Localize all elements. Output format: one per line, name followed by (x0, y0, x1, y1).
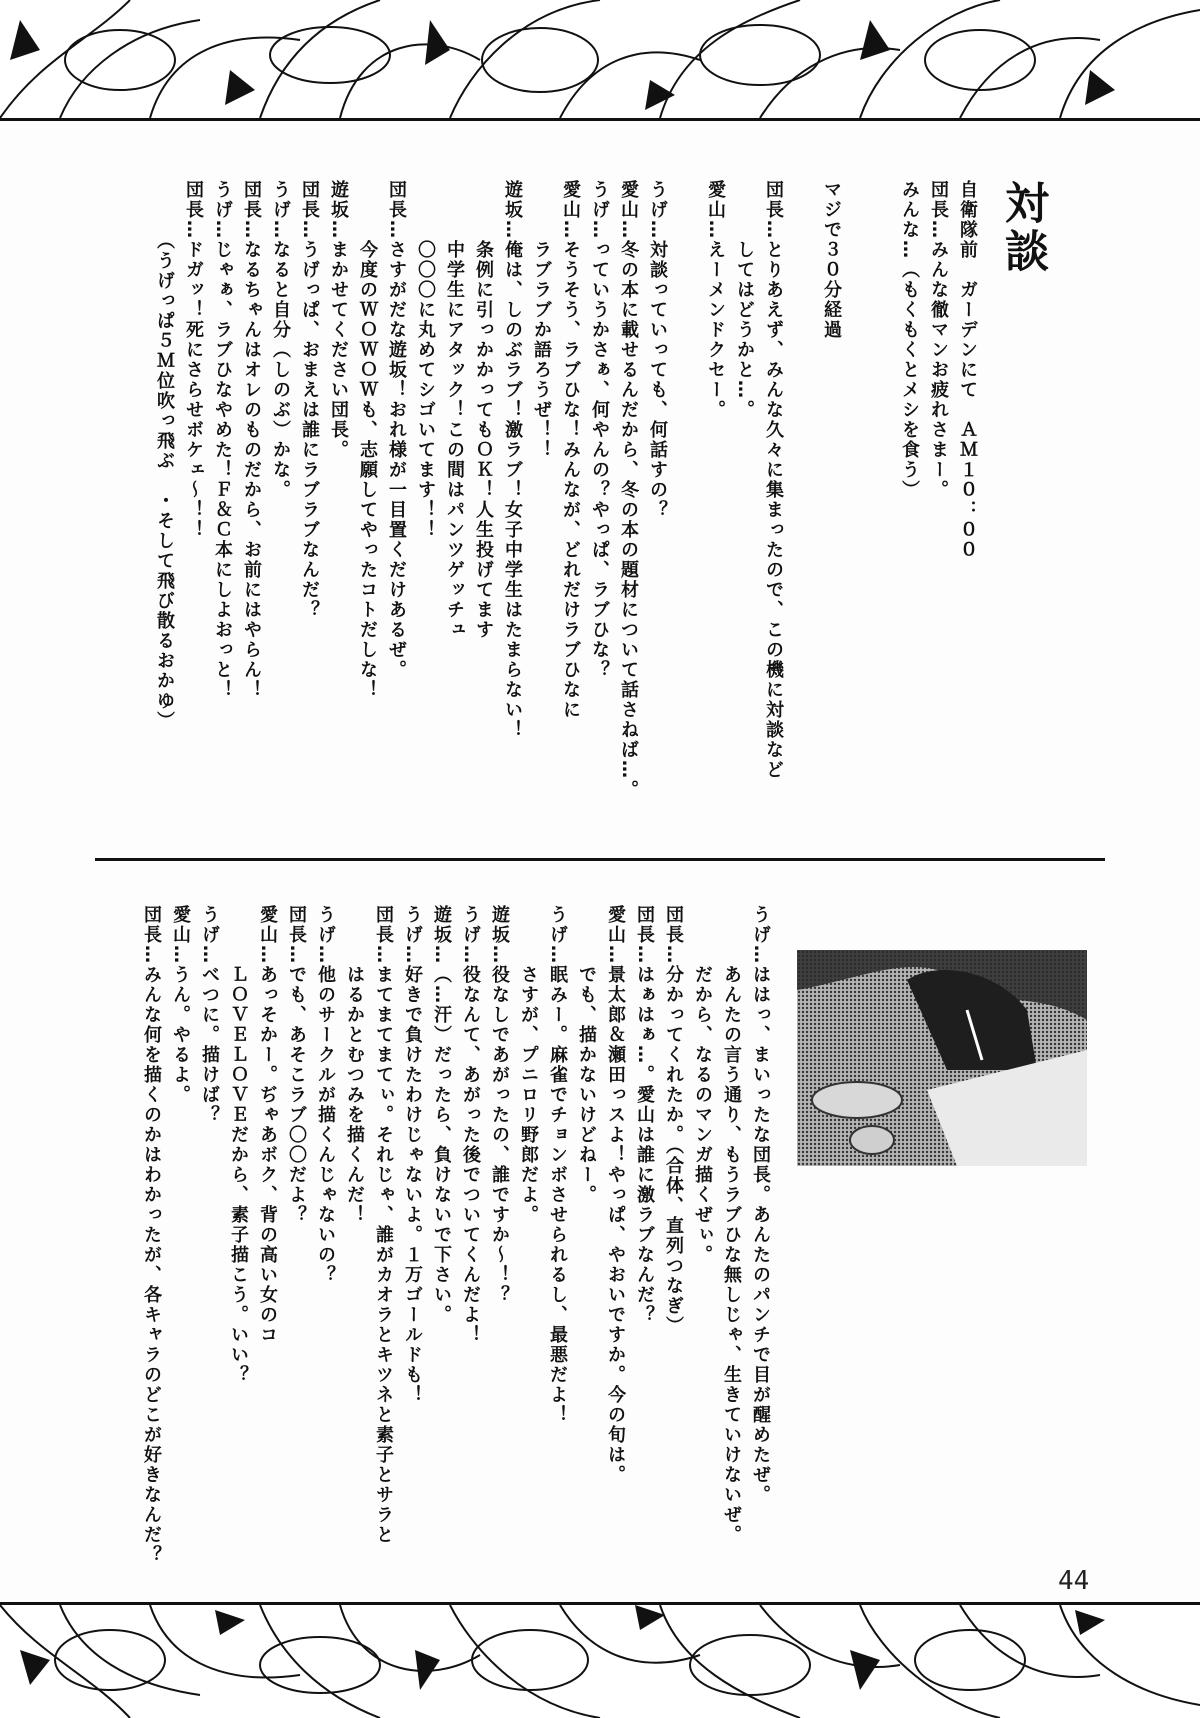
page-number: 44 (1058, 1566, 1090, 1596)
dialogue-line: さすが、プニロリ野郎だよ。 (518, 905, 539, 1225)
dialogue-line: 条例に引っかかってもＯＫ！人生投げてます (473, 180, 494, 640)
dialogue-line: 団長…さすがだな遊坂！おれ様が一目置くだけあるぜ。 (386, 180, 407, 680)
dialogue-line: ＬＯＶＥＬＯＶＥだから、素子描こう。いい？ (228, 905, 249, 1385)
dialogue-line: 遊坂…役なしであがったの、誰ですか〜！？ (489, 905, 510, 1305)
decorative-flower-border-top (0, 0, 1200, 121)
dialogue-line: 自衛隊前 ガーデンにて ＡＭ１０：００ (957, 180, 978, 560)
dialogue-line: （うげっぱ５Ｍ位吹っ飛ぶ ・そして飛び散るおかゆ） (154, 180, 175, 731)
section-divider (95, 858, 1105, 861)
dialogue-line: うげ…べつに。描けば？ (199, 905, 220, 1125)
dialogue-line: うげ…っていうかさぁ、何やんの？やっぱ、ラブひな？ (589, 180, 610, 680)
dialogue-line: 団長…ドガッ！死にさらせボケェ〜！！ (183, 180, 204, 540)
dialogue-line: はるかとむつみを描くんだ！ (344, 905, 365, 1225)
dialogue-line: 愛山…あっそかー。ぢゃあボク、背の高い女のコ (257, 905, 278, 1345)
dialogue-line: 愛山…えーメンドクセー。 (705, 180, 726, 420)
dialogue-line: うげ…なると自分（しのぶ）かな。 (270, 180, 291, 500)
dialogue-line: 団長…分かってくれたか。（合体、直列つなぎ） (663, 905, 684, 1336)
dialogue-line: 団長…でも、あそこラブ〇〇だよ？ (286, 905, 307, 1225)
dialogue-line: ラブラブか語ろうぜ！！ (531, 180, 552, 460)
dialogue-line: マジで３０分経過 (821, 180, 842, 340)
dialogue-line: 愛山…景太郎＆瀬田っスよ！やっぱ、やおいですか。今の旬は。 (605, 905, 626, 1485)
photo-people-drawing (797, 950, 1087, 1166)
dialogue-line: でも、描かないけどねー。 (576, 905, 597, 1205)
page-title: 対談 (997, 180, 1048, 276)
dialogue-line: うげ…他のサークルが描くんじゃないの？ (315, 905, 336, 1285)
dialogue-line: 愛山…そうそう、ラブひな！みんなが、どれだけラブひなに (560, 180, 581, 720)
dialogue-line: 団長…とりあえず、みんな久々に集まったので、この機に対談など (763, 180, 784, 780)
dialogue-line: 今度のＷＯＷＯＷも、志願してやったコトだしな！ (357, 180, 378, 700)
dialogue-line: 団長…まてまてまてぃ。それじゃ、誰がカオラとキツネと素子とサラと (373, 905, 394, 1545)
dialogue-line: 団長…うげっぱ、おまえは誰にラブラブなんだ？ (299, 180, 320, 620)
dialogue-line: だから、なるのマンガ描くぜぃ。 (692, 905, 713, 1265)
dialogue-line: うげ…役なんて、あがった後でついてくんだよ！ (460, 905, 481, 1345)
dialogue-line: あんたの言う通り、もうラブひな無しじゃ、生きていけないぜ。 (721, 905, 742, 1545)
dialogue-line: 遊坂…まかせてください団長。 (328, 180, 349, 460)
dialogue-line: 中学生にアタック！この間はパンツゲッチュ (444, 180, 465, 640)
dialogue-line: してはどうかと…。 (734, 180, 755, 420)
dialogue-line: みんな…（もくもくとメシを食う） (899, 180, 920, 500)
dialogue-line: 愛山…うん。やるよ。 (170, 905, 191, 1105)
dialogue-line: 愛山…冬の本に載せるんだから、冬の本の題材について話さねば…。 (618, 180, 639, 800)
dialogue-line: うげ…眠みー。麻雀でチョンボさせられるし、最悪だよ！ (547, 905, 568, 1425)
dialogue-line: 遊坂…（…汗）だったら、負けないで下さい。 (431, 905, 452, 1325)
decorative-flower-border-bottom (0, 1602, 1200, 1718)
dialogue-line: 団長…なるちゃんはオレのものだから、お前にはやらん！ (241, 180, 262, 700)
dialogue-line: 遊坂…俺は、しのぶラブ！激ラブ！女子中学生はたまらない！ (502, 180, 523, 740)
dialogue-line: うげ…ははっ、まいったな団長。あんたのパンチで目が醒めたぜ。 (750, 905, 771, 1505)
dialogue-line: うげ…好きで負けたわけじゃないよ。１万ゴールドも！ (402, 905, 423, 1405)
dialogue-line: 団長…はぁはぁ…。愛山は誰に激ラブなんだ？ (634, 905, 655, 1325)
dialogue-line: 〇〇〇に丸めてシゴいてます！！ (415, 180, 436, 540)
dialogue-line: 団長…みんな徹マンお疲れさまー。 (928, 180, 949, 500)
dialogue-line: うげ…じゃぁ、ラブひなやめた！Ｆ＆Ｃ本にしよおっと！ (212, 180, 233, 700)
dialogue-line: うげ…対談っていっても、何話すの？ (647, 180, 668, 520)
dialogue-line: 団長…みんな何を描くのかはわかったが、各キャラのどこが好きなんだ？ (141, 905, 162, 1565)
